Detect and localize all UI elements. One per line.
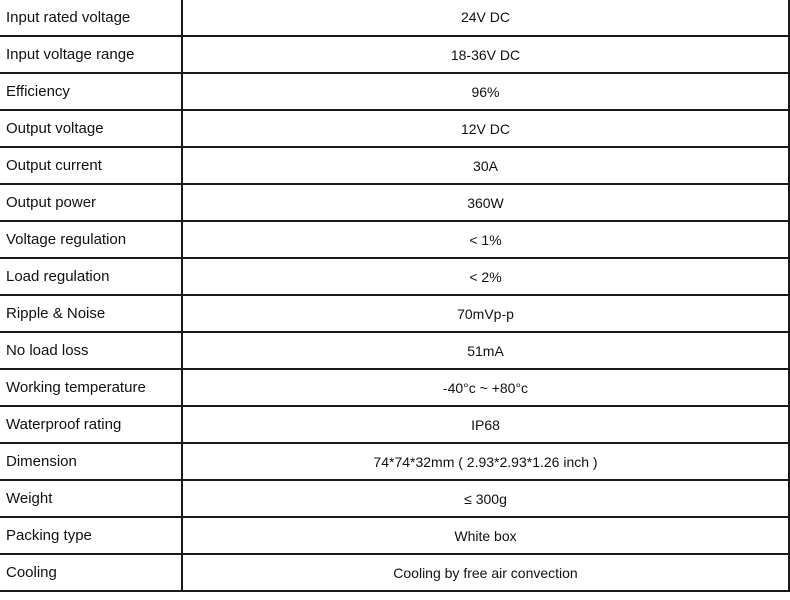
table-row — [0, 184, 789, 221]
spec-label: Efficiency — [0, 73, 182, 110]
spec-label: Input voltage range — [0, 36, 182, 73]
spec-label: Input rated voltage — [0, 0, 182, 36]
spec-value: -40°c ~ +80°c — [182, 369, 789, 406]
table-row — [0, 73, 789, 110]
spec-label: Output current — [0, 147, 182, 184]
spec-label: Packing type — [0, 517, 182, 554]
table-row — [0, 369, 789, 406]
spec-label: Output power — [0, 184, 182, 221]
spec-label: Working temperature — [0, 369, 182, 406]
spec-value: < 1% — [182, 221, 789, 258]
spec-value: 18-36V DC — [182, 36, 789, 73]
table-row — [0, 221, 789, 258]
spec-value: 70mVp-p — [182, 295, 789, 332]
spec-value: 30A — [182, 147, 789, 184]
spec-label: Ripple & Noise — [0, 295, 182, 332]
spec-label: No load loss — [0, 332, 182, 369]
spec-value: 24V DC — [182, 0, 789, 36]
table-row — [0, 295, 789, 332]
spec-value: White box — [182, 517, 789, 554]
table-row — [0, 517, 789, 554]
table-row — [0, 332, 789, 369]
table-row — [0, 443, 789, 480]
table-row — [0, 36, 789, 73]
spec-value: < 2% — [182, 258, 789, 295]
table-row — [0, 406, 789, 443]
spec-value: 74*74*32mm ( 2.93*2.93*1.26 inch ) — [182, 443, 789, 480]
spec-label: Weight — [0, 480, 182, 517]
spec-label: Voltage regulation — [0, 221, 182, 258]
table-row — [0, 110, 789, 147]
spec-value: ≤ 300g — [182, 480, 789, 517]
spec-value: Cooling by free air convection — [182, 554, 789, 591]
table-row — [0, 0, 789, 36]
spec-value: 360W — [182, 184, 789, 221]
spec-label: Dimension — [0, 443, 182, 480]
table-row — [0, 258, 789, 295]
table-row — [0, 480, 789, 517]
spec-value: IP68 — [182, 406, 789, 443]
spec-value: 51mA — [182, 332, 789, 369]
spec-value: 12V DC — [182, 110, 789, 147]
table-row — [0, 554, 789, 591]
spec-label: Output voltage — [0, 110, 182, 147]
spec-label: Waterproof rating — [0, 406, 182, 443]
spec-label: Load regulation — [0, 258, 182, 295]
table-row — [0, 147, 789, 184]
spec-label: Cooling — [0, 554, 182, 591]
spec-value: 96% — [182, 73, 789, 110]
